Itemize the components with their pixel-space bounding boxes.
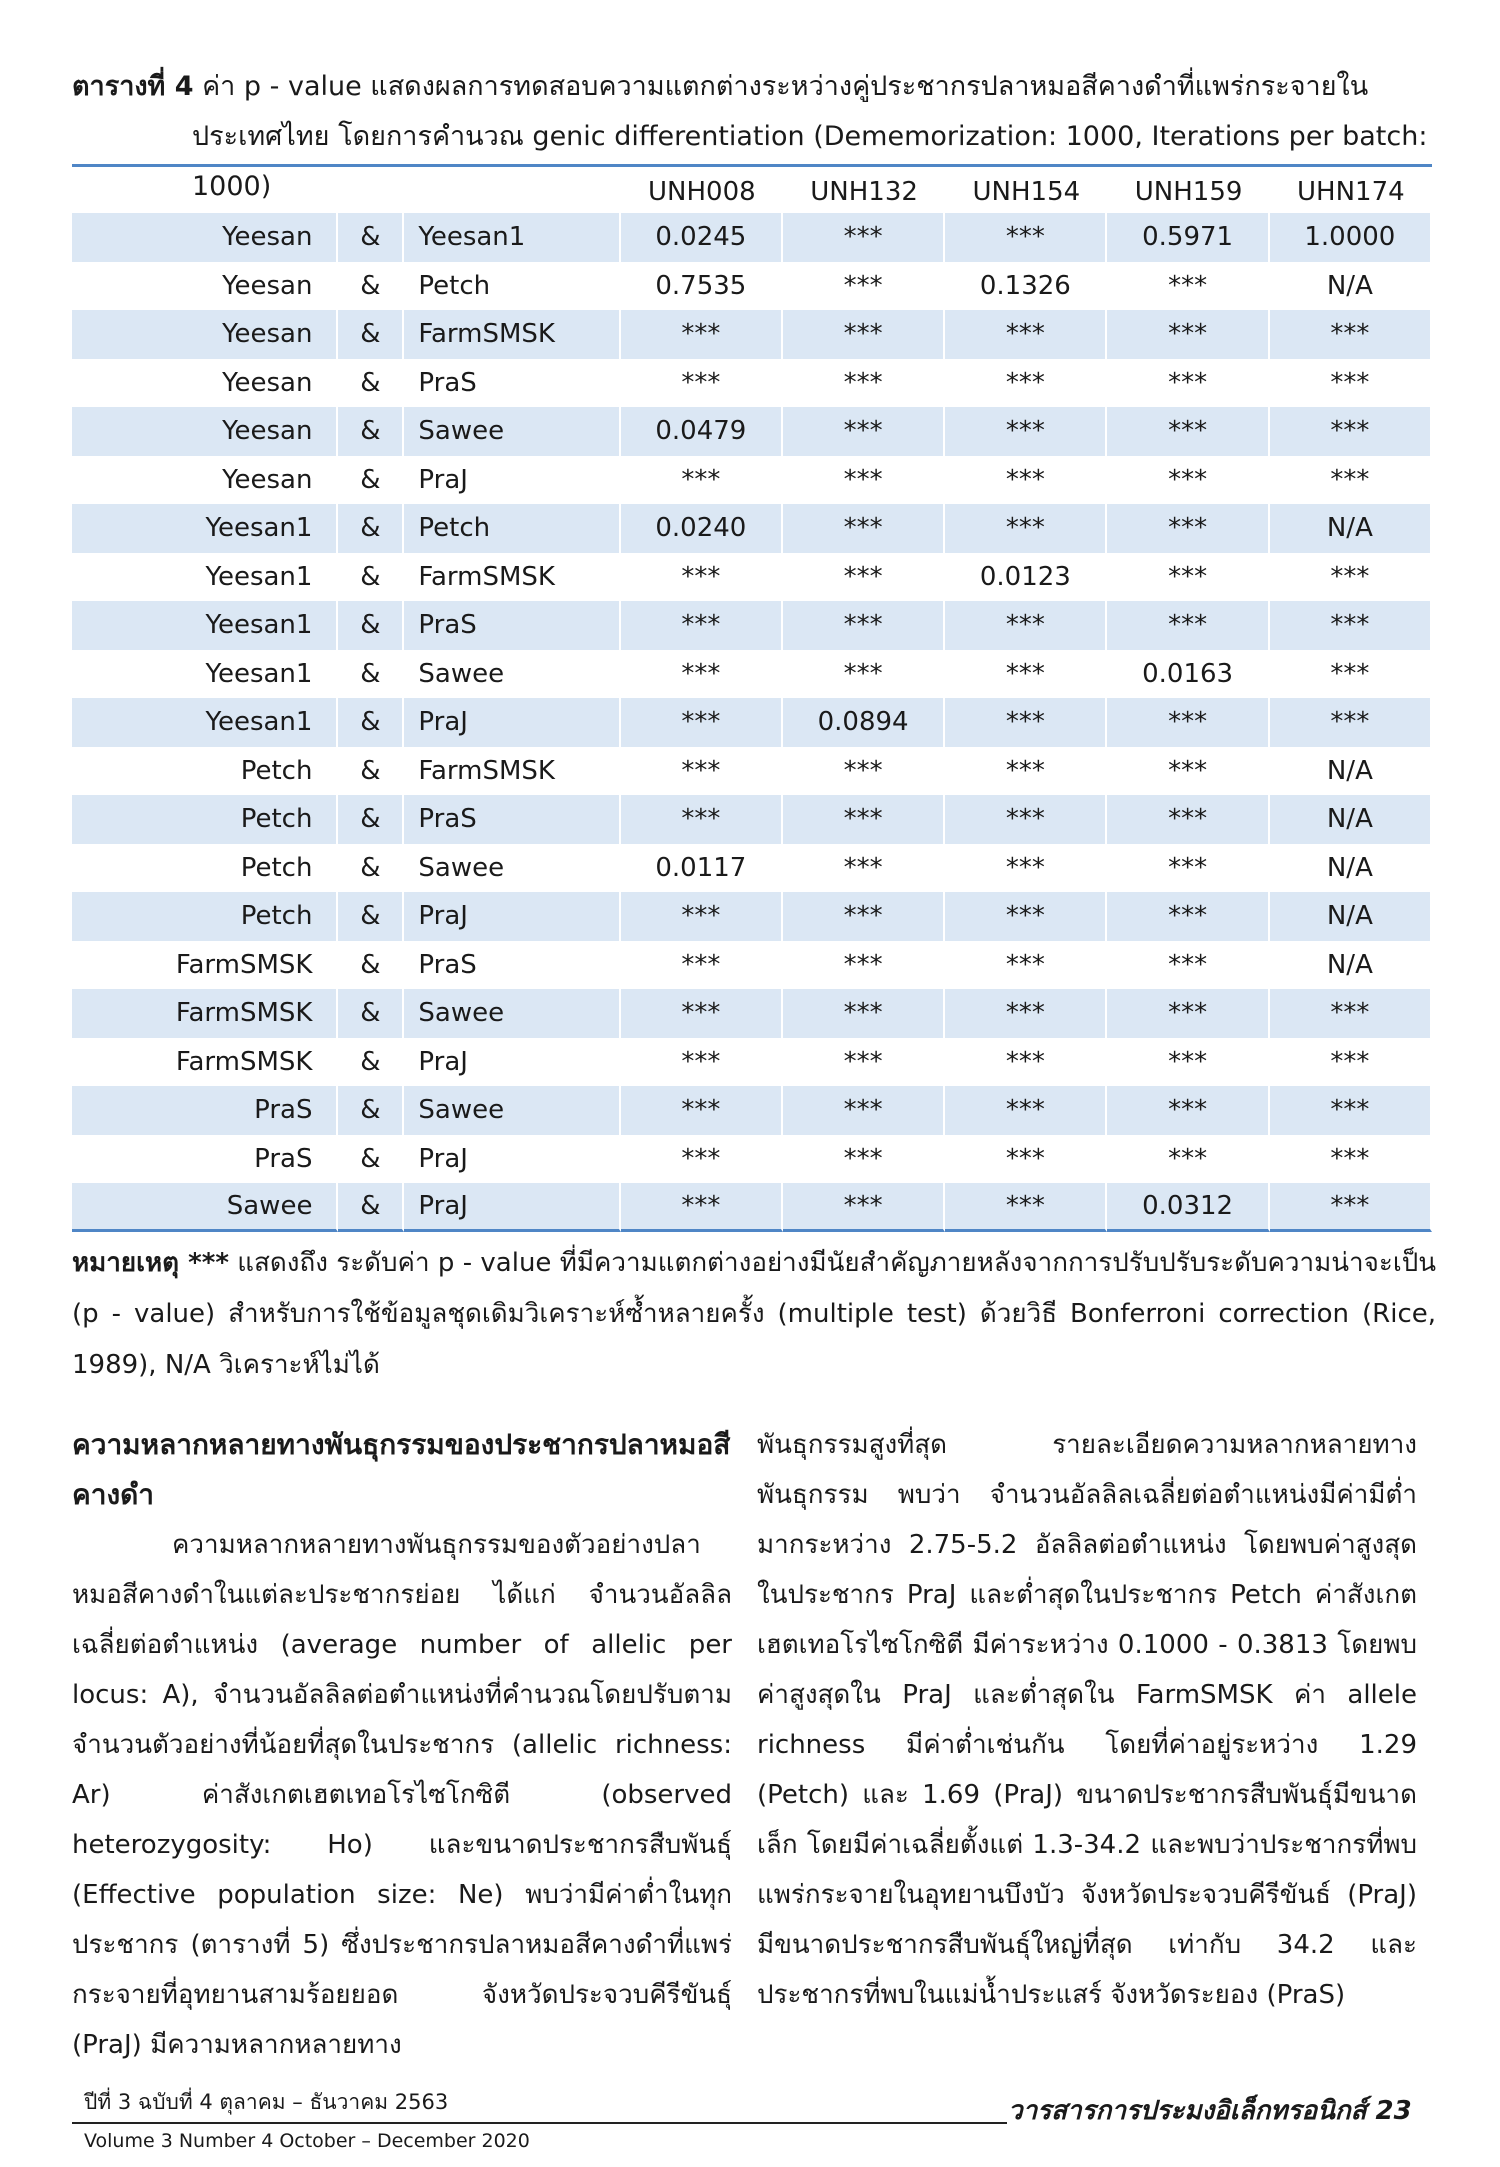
pvalue-cell: *** <box>945 359 1107 408</box>
pvalue-cell: N/A <box>1270 795 1432 844</box>
pvalue-cell: N/A <box>1270 844 1432 893</box>
ampersand-cell: & <box>338 747 404 796</box>
column-header: UHN174 <box>1270 164 1432 213</box>
table-row <box>72 504 1432 553</box>
pvalue-cell: 0.0894 <box>783 698 945 747</box>
pvalue-cell: *** <box>1107 844 1269 893</box>
table-row <box>72 213 1432 262</box>
pvalue-cell: *** <box>1270 1135 1432 1184</box>
population-2-cell: FarmSMSK <box>404 553 620 602</box>
pvalue-cell: 0.1326 <box>945 262 1107 311</box>
table-row <box>72 310 1432 359</box>
pvalue-cell: *** <box>1270 601 1432 650</box>
pvalue-cell: *** <box>945 650 1107 699</box>
pvalue-cell: *** <box>1107 504 1269 553</box>
header-blank <box>72 164 338 213</box>
pvalue-cell: *** <box>621 989 783 1038</box>
pvalue-cell: *** <box>945 892 1107 941</box>
population-1-cell: PraS <box>72 1086 338 1135</box>
table-row <box>72 1135 1432 1184</box>
table-row <box>72 1183 1432 1232</box>
pvalue-cell: *** <box>1270 359 1432 408</box>
pvalue-cell: *** <box>945 407 1107 456</box>
pvalue-cell: *** <box>1107 747 1269 796</box>
table-body <box>72 213 1432 1232</box>
table-row <box>72 262 1432 311</box>
ampersand-cell: & <box>338 262 404 311</box>
pvalue-cell: *** <box>621 650 783 699</box>
pvalue-cell: *** <box>783 553 945 602</box>
table-row <box>72 795 1432 844</box>
table-row <box>72 456 1432 505</box>
ampersand-cell: & <box>338 795 404 844</box>
ampersand-cell: & <box>338 941 404 990</box>
pvalue-cell: *** <box>945 795 1107 844</box>
pvalue-cell: *** <box>783 504 945 553</box>
footer-journal-title: วารสารการประมงอิเล็กทรอนิกส์ 23 <box>1008 2096 1412 2126</box>
population-2-cell: Petch <box>404 504 620 553</box>
table-row <box>72 553 1432 602</box>
table-header-row <box>72 164 1432 213</box>
pvalue-cell: *** <box>621 456 783 505</box>
population-1-cell: Yeesan1 <box>72 601 338 650</box>
pvalue-cell: N/A <box>1270 504 1432 553</box>
population-2-cell: Sawee <box>404 989 620 1038</box>
pvalue-cell: *** <box>945 747 1107 796</box>
pvalue-cell: *** <box>1107 359 1269 408</box>
population-1-cell: Yeesan1 <box>72 504 338 553</box>
pvalue-cell: *** <box>1107 553 1269 602</box>
pvalue-cell: *** <box>945 989 1107 1038</box>
pvalue-cell: *** <box>621 941 783 990</box>
pvalue-cell: 0.5971 <box>1107 213 1269 262</box>
column-header: UNH132 <box>783 164 945 213</box>
pvalue-cell: *** <box>1107 941 1269 990</box>
ampersand-cell: & <box>338 213 404 262</box>
pvalue-cell: *** <box>945 601 1107 650</box>
pvalue-cell: *** <box>1270 650 1432 699</box>
pvalue-cell: *** <box>783 941 945 990</box>
table-row <box>72 1038 1432 1087</box>
ampersand-cell: & <box>338 601 404 650</box>
pvalue-cell: *** <box>783 213 945 262</box>
population-1-cell: Petch <box>72 747 338 796</box>
footer-divider <box>72 2122 1007 2124</box>
table-row <box>72 989 1432 1038</box>
population-2-cell: Sawee <box>404 650 620 699</box>
pvalue-cell: *** <box>783 795 945 844</box>
column-header: UNH159 <box>1107 164 1269 213</box>
pvalue-cell: *** <box>783 310 945 359</box>
pvalue-cell: *** <box>1270 1183 1432 1232</box>
pvalue-cell: *** <box>783 407 945 456</box>
pvalue-cell: *** <box>1107 456 1269 505</box>
table-row <box>72 601 1432 650</box>
population-2-cell: Sawee <box>404 1086 620 1135</box>
population-1-cell: Yeesan1 <box>72 650 338 699</box>
pvalue-cell: *** <box>945 310 1107 359</box>
pvalue-cell: N/A <box>1270 747 1432 796</box>
pvalue-cell: *** <box>1270 456 1432 505</box>
ampersand-cell: & <box>338 504 404 553</box>
table-row <box>72 650 1432 699</box>
population-1-cell: Yeesan <box>72 310 338 359</box>
pvalue-cell: *** <box>1270 310 1432 359</box>
population-1-cell: FarmSMSK <box>72 941 338 990</box>
population-1-cell: Yeesan <box>72 407 338 456</box>
population-1-cell: FarmSMSK <box>72 989 338 1038</box>
pvalue-cell: *** <box>783 601 945 650</box>
pvalue-cell: 1.0000 <box>1270 213 1432 262</box>
population-2-cell: PraS <box>404 941 620 990</box>
pvalue-cell: *** <box>945 941 1107 990</box>
pvalue-table <box>72 164 1432 1232</box>
pvalue-cell: *** <box>1270 698 1432 747</box>
ampersand-cell: & <box>338 1135 404 1184</box>
pvalue-cell: *** <box>621 1086 783 1135</box>
population-2-cell: PraJ <box>404 1038 620 1087</box>
table-row <box>72 698 1432 747</box>
ampersand-cell: & <box>338 359 404 408</box>
pvalue-cell: *** <box>783 844 945 893</box>
pvalue-cell: *** <box>1107 989 1269 1038</box>
pvalue-cell: *** <box>1107 310 1269 359</box>
data-table <box>72 164 1432 1232</box>
ampersand-cell: & <box>338 698 404 747</box>
ampersand-cell: & <box>338 553 404 602</box>
population-2-cell: PraJ <box>404 698 620 747</box>
column-header: UNH154 <box>945 164 1107 213</box>
ampersand-cell: & <box>338 456 404 505</box>
ampersand-cell: & <box>338 989 404 1038</box>
pvalue-cell: *** <box>621 892 783 941</box>
pvalue-cell: *** <box>783 747 945 796</box>
footer-issue-thai: ปีที่ 3 ฉบับที่ 4 ตุลาคม – ธันวาคม 2563 <box>84 2090 449 2114</box>
population-1-cell: Sawee <box>72 1183 338 1232</box>
population-1-cell: Yeesan <box>72 262 338 311</box>
pvalue-cell: *** <box>783 456 945 505</box>
population-1-cell: Petch <box>72 892 338 941</box>
ampersand-cell: & <box>338 1183 404 1232</box>
caption-text-line2: ประเทศไทย โดยการคำนวณ genic differentiation (Dememorization: 1000, Iterations per batch: 1000) <box>192 121 1428 202</box>
population-2-cell: Sawee <box>404 844 620 893</box>
pvalue-cell: *** <box>945 1038 1107 1087</box>
note-text: แสดงถึง ระดับค่า p - value ที่มีความแตกต่างอย่างมีนัยสำคัญภายหลังจากการปรับปรับระดับความน่าจะเป็น (p - value) สำหรับการใช้ข้อมูลชุดเดิมวิเคราะห์ซ้ำหลายครั้ง (multiple test) ด้วยวิธี Bonferroni correction (Rice, 1989), N/A วิเคราะห์ไม่ได้ <box>72 1248 1436 1380</box>
pvalue-cell: *** <box>1107 407 1269 456</box>
footer-issue-english: Volume 3 Number 4 October – December 2020 <box>84 2130 530 2152</box>
pvalue-cell: *** <box>783 892 945 941</box>
pvalue-cell: *** <box>1107 262 1269 311</box>
header-blank <box>338 164 404 213</box>
table-row <box>72 941 1432 990</box>
header-blank <box>404 164 620 213</box>
pvalue-cell: *** <box>621 1038 783 1087</box>
pvalue-cell: *** <box>621 1183 783 1232</box>
pvalue-cell: *** <box>621 747 783 796</box>
pvalue-cell: 0.0123 <box>945 553 1107 602</box>
pvalue-cell: *** <box>783 989 945 1038</box>
pvalue-cell: *** <box>621 795 783 844</box>
pvalue-cell: 0.0312 <box>1107 1183 1269 1232</box>
population-2-cell: Petch <box>404 262 620 311</box>
right-column <box>757 1420 1417 2020</box>
pvalue-cell: *** <box>945 1086 1107 1135</box>
pvalue-cell: *** <box>783 262 945 311</box>
pvalue-cell: *** <box>621 698 783 747</box>
table-row <box>72 407 1432 456</box>
pvalue-cell: *** <box>783 1038 945 1087</box>
pvalue-cell: *** <box>945 213 1107 262</box>
pvalue-cell: N/A <box>1270 892 1432 941</box>
caption-text-line1: ค่า p - value แสดงผลการทดสอบความแตกต่างระหว่างคู่ประชากรปลาหมอสีคางดำที่แพร่กระจายใน <box>193 71 1369 102</box>
note-label: หมายเหตุ *** <box>72 1248 229 1278</box>
caption-label: ตารางที่ 4 <box>72 71 194 102</box>
pvalue-cell: 0.0245 <box>621 213 783 262</box>
pvalue-cell: *** <box>1107 795 1269 844</box>
pvalue-cell: *** <box>1107 601 1269 650</box>
pvalue-cell: 0.0163 <box>1107 650 1269 699</box>
pvalue-cell: *** <box>783 650 945 699</box>
pvalue-cell: 0.0479 <box>621 407 783 456</box>
ampersand-cell: & <box>338 650 404 699</box>
population-1-cell: Yeesan <box>72 456 338 505</box>
population-2-cell: PraJ <box>404 1183 620 1232</box>
column-header: UNH008 <box>621 164 783 213</box>
population-1-cell: PraS <box>72 1135 338 1184</box>
pvalue-cell: *** <box>945 1183 1107 1232</box>
pvalue-cell: *** <box>621 359 783 408</box>
section-heading: ความหลากหลายทางพันธุกรรมของประชากรปลาหมอสีคางดำ <box>72 1428 731 1511</box>
population-2-cell: Sawee <box>404 407 620 456</box>
population-2-cell: PraS <box>404 359 620 408</box>
ampersand-cell: & <box>338 1086 404 1135</box>
pvalue-cell: N/A <box>1270 941 1432 990</box>
pvalue-cell: *** <box>945 844 1107 893</box>
pvalue-cell: *** <box>783 1183 945 1232</box>
population-2-cell: FarmSMSK <box>404 310 620 359</box>
pvalue-cell: *** <box>945 1135 1107 1184</box>
population-2-cell: PraJ <box>404 1135 620 1184</box>
population-2-cell: PraJ <box>404 456 620 505</box>
table-row <box>72 1086 1432 1135</box>
pvalue-cell: *** <box>1107 1038 1269 1087</box>
ampersand-cell: & <box>338 310 404 359</box>
table-note <box>72 1238 1436 1391</box>
right-paragraph: พันธุกรรมสูงที่สุด รายละเอียดความหลากหลายทางพันธุกรรม พบว่า จำนวนอัลลิลเฉลี่ยต่อตำแหน่งมีค่ามีต่ำมากระหว่าง 2.75-5.2 อัลลิลต่อตำแหน่ง โดยพบค่าสูงสุดในประชากร PraJ และต่ำสุดในประชากร Petch ค่าสังเกต เฮตเทอโรไซโกซิตี มีค่าระหว่าง 0.1000 - 0.3813 โดยพบค่าสูงสุดใน PraJ และต่ำสุดใน FarmSMSK ค่า allele richness มีค่าต่ำเช่นกัน โดยที่ค่าอยู่ระหว่าง 1.29 (Petch) และ 1.69 (PraJ) ขนาดประชากรสืบพันธุ์มีขนาดเล็ก โดยมีค่าเฉลี่ยตั้งแต่ 1.3-34.2 และพบว่าประชากรที่พบแพร่กระจายในอุทยานบึงบัว จังหวัดประจวบคีรีขันธ์ (PraJ) มีขนาดประชากรสืบพันธุ์ใหญ่ที่สุด เท่ากับ 34.2 และประชากรที่พบในแม่น้ำประแสร์ จังหวัดระยอง (PraS) <box>757 1430 1417 2010</box>
pvalue-cell: *** <box>945 456 1107 505</box>
pvalue-cell: *** <box>621 310 783 359</box>
table-row <box>72 359 1432 408</box>
left-paragraph: ความหลากหลายทางพันธุกรรมของตัวอย่างปลาหมอสีคางดำในแต่ละประชากรย่อย ได้แก่ จำนวนอัลลิลเฉลี่ยต่อตำแหน่ง (average number of allelic per locus: A), จำนวนอัลลิลต่อตำแหน่งที่คำนวณโดยปรับตามจำนวนตัวอย่างที่น้อยที่สุดในประชากร (allelic richness: Ar) ค่าสังเกตเฮตเทอโรไซโกซิตี (observed heterozygosity: Ho) และขนาดประชากรสืบพันธุ์ (Effective population size: Ne) พบว่ามีค่าต่ำในทุกประชากร (ตารางที่ 5) ซึ่งประชากรปลาหมอสีคางดำที่แพร่กระจายที่อุทยานสามร้อยยอด จังหวัดประจวบคีรีขันธุ์ (PraJ) มีความหลากหลายทาง <box>72 1530 732 2060</box>
population-2-cell: PraS <box>404 795 620 844</box>
population-2-cell: PraS <box>404 601 620 650</box>
pvalue-cell: *** <box>783 1086 945 1135</box>
population-1-cell: Petch <box>72 795 338 844</box>
ampersand-cell: & <box>338 892 404 941</box>
pvalue-cell: *** <box>1270 989 1432 1038</box>
population-1-cell: Petch <box>72 844 338 893</box>
table-row <box>72 844 1432 893</box>
pvalue-cell: *** <box>1107 1135 1269 1184</box>
pvalue-cell: 0.0117 <box>621 844 783 893</box>
pvalue-cell: N/A <box>1270 262 1432 311</box>
pvalue-cell: *** <box>945 698 1107 747</box>
pvalue-cell: *** <box>945 504 1107 553</box>
pvalue-cell: *** <box>1270 1038 1432 1087</box>
table-row <box>72 747 1432 796</box>
table-row <box>72 892 1432 941</box>
pvalue-cell: 0.0240 <box>621 504 783 553</box>
ampersand-cell: & <box>338 844 404 893</box>
pvalue-cell: *** <box>621 601 783 650</box>
pvalue-cell: *** <box>1107 698 1269 747</box>
population-1-cell: FarmSMSK <box>72 1038 338 1087</box>
pvalue-cell: 0.7535 <box>621 262 783 311</box>
pvalue-cell: *** <box>783 359 945 408</box>
pvalue-cell: *** <box>1270 1086 1432 1135</box>
pvalue-cell: *** <box>621 1135 783 1184</box>
pvalue-cell: *** <box>1107 892 1269 941</box>
ampersand-cell: & <box>338 1038 404 1087</box>
pvalue-cell: *** <box>783 1135 945 1184</box>
population-1-cell: Yeesan <box>72 359 338 408</box>
left-column <box>72 1420 732 2070</box>
population-2-cell: PraJ <box>404 892 620 941</box>
population-1-cell: Yeesan <box>72 213 338 262</box>
ampersand-cell: & <box>338 407 404 456</box>
population-1-cell: Yeesan1 <box>72 698 338 747</box>
pvalue-cell: *** <box>1270 407 1432 456</box>
population-1-cell: Yeesan1 <box>72 553 338 602</box>
population-2-cell: FarmSMSK <box>404 747 620 796</box>
population-2-cell: Yeesan1 <box>404 213 620 262</box>
pvalue-cell: *** <box>621 553 783 602</box>
pvalue-cell: *** <box>1270 553 1432 602</box>
pvalue-cell: *** <box>1107 1086 1269 1135</box>
